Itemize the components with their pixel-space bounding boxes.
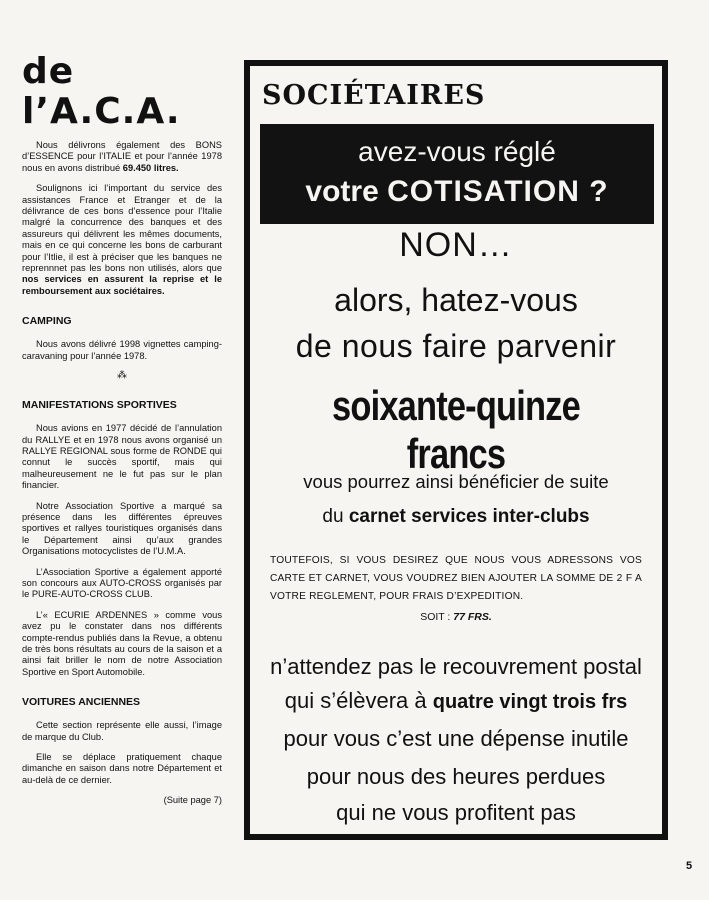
attendez-text: n’attendez pas le recouvrement postal — [270, 654, 642, 679]
benefice-text: vous pourrez ainsi bénéficier de suite — [303, 471, 609, 492]
heading-voitures: VOITURES ANCIENNES — [22, 696, 141, 709]
para-manif-4: L’« ECURIE ARDENNES » comme vous avez pu le constater dans nos différents compte-rendus publiés dans la Revue, a obtenu de très bons résultats au cours de la saison et a ainsi fait briller le nom de notre Association Sportive en Sport Automobile. — [22, 609, 222, 677]
left-column — [22, 52, 222, 805]
left-title: de l’A.C.A. — [22, 51, 181, 132]
para-assistances-bold: nos services en assurent la reprise et le remboursement aux sociétaires. — [22, 274, 222, 296]
banner-line-2-b: COTISATION ? — [387, 175, 609, 208]
carnet-text-a: du — [322, 506, 349, 527]
cotisation-box — [244, 60, 668, 840]
box-heading: SOCIÉTAIRES — [262, 80, 486, 111]
selevera-label: qui s’élèvera à — [284, 688, 433, 713]
selevera-amount: quatre vingt trois frs — [432, 691, 628, 713]
para-voit-2: Elle se déplace pratiquement chaque dimanche en saison dans notre Département et au-delà de ce dernier. — [22, 752, 222, 785]
heading-manifestations: MANIFESTATIONS SPORTIVES — [22, 399, 177, 412]
page-number: 5 — [686, 860, 693, 872]
carnet-text-b: carnet services inter-clubs — [348, 506, 590, 527]
soit-amount: 77 FRS. — [453, 611, 492, 623]
para-assistances-text: Soulignons ici l’important du service des assistances France et Etranger et de la délivrance de ces bons d’essence pour l’Italie malgré la concurrence des banques et des assureurs qui délivrent les mêmes documents, mais en ce qui concerne les bons de carburant pour l’Itlie, il est à préciser que les banques ne reprennnet pas les bons non utilisés, alors que — [22, 183, 222, 274]
heures-text: pour nous des heures perdues — [306, 764, 606, 789]
para-manif-2: Notre Association Sportive a marqué sa présence dans les différentes épreuves sportives et rallyes touristiques organisés dans le Département ainsi qu’aux grandes Organisations motocyclistes de l’U.M.A. — [22, 500, 222, 557]
soit-label: SOIT : — [420, 611, 454, 623]
banner-line-2 — [260, 172, 654, 212]
para-bons-essence — [22, 140, 222, 174]
selevera-text — [250, 688, 662, 714]
amount-text: soixante-quinze francs — [332, 382, 580, 477]
banner-line-1: avez-vous réglé — [358, 136, 556, 167]
soit-text — [250, 611, 662, 623]
para-manif-1: Nous avions en 1977 décidé de l’annulation du RALLYE et en 1978 nous avons organisé un RALLYE REGIONAL sous forme de RONDE qui connut le succès sportif, mais qui malheureusement ne le fut pas sur le plan financier. — [22, 423, 222, 491]
asterism-divider: ⁂ — [117, 370, 127, 382]
suite-link: (Suite page 7) — [163, 795, 222, 806]
depense-text: pour vous c’est une dépense inutile — [283, 726, 629, 751]
heading-camping: CAMPING — [22, 315, 72, 328]
frais-expedition-text: TOUTEFOIS, SI VOUS DESIREZ QUE NOUS VOUS ADRESSONS VOS CARTE ET CARNET, VOUS VOUDREZ BIEN AJOUTER LA SOMME DE 2 F A VOTRE REGLEMENT, POUR FRAIS D’EXPEDITION. — [270, 555, 642, 602]
para-manif-3: L’Association Sportive a également apporté son concours aux AUTO-CROSS organisés par le PURE-AUTO-CROSS CLUB. — [22, 566, 222, 600]
para-voit-1: Cette section représente elle aussi, l’image de marque du Club. — [22, 720, 222, 742]
cotisation-banner — [260, 124, 654, 224]
alors-text: alors, hatez-vous — [334, 282, 578, 318]
profitent-text: qui ne vous profitent pas — [336, 800, 576, 825]
para-bons-essence-text: Nous délivrons également des BONS d’ESSENCE pour l’ITALIE et pour l’année 1978 nous en avons distribué — [22, 140, 222, 173]
banner-line-2-a: votre — [305, 175, 388, 208]
para-camping: Nous avons délivré 1998 vignettes camping-caravaning pour l’année 1978. — [22, 339, 222, 361]
para-bons-essence-bold: 69.450 litres. — [122, 162, 179, 173]
para-assistances — [22, 183, 222, 297]
non-text: NON… — [399, 226, 513, 264]
carnet-text — [250, 506, 662, 528]
faire-text: de nous faire parvenir — [295, 328, 617, 364]
